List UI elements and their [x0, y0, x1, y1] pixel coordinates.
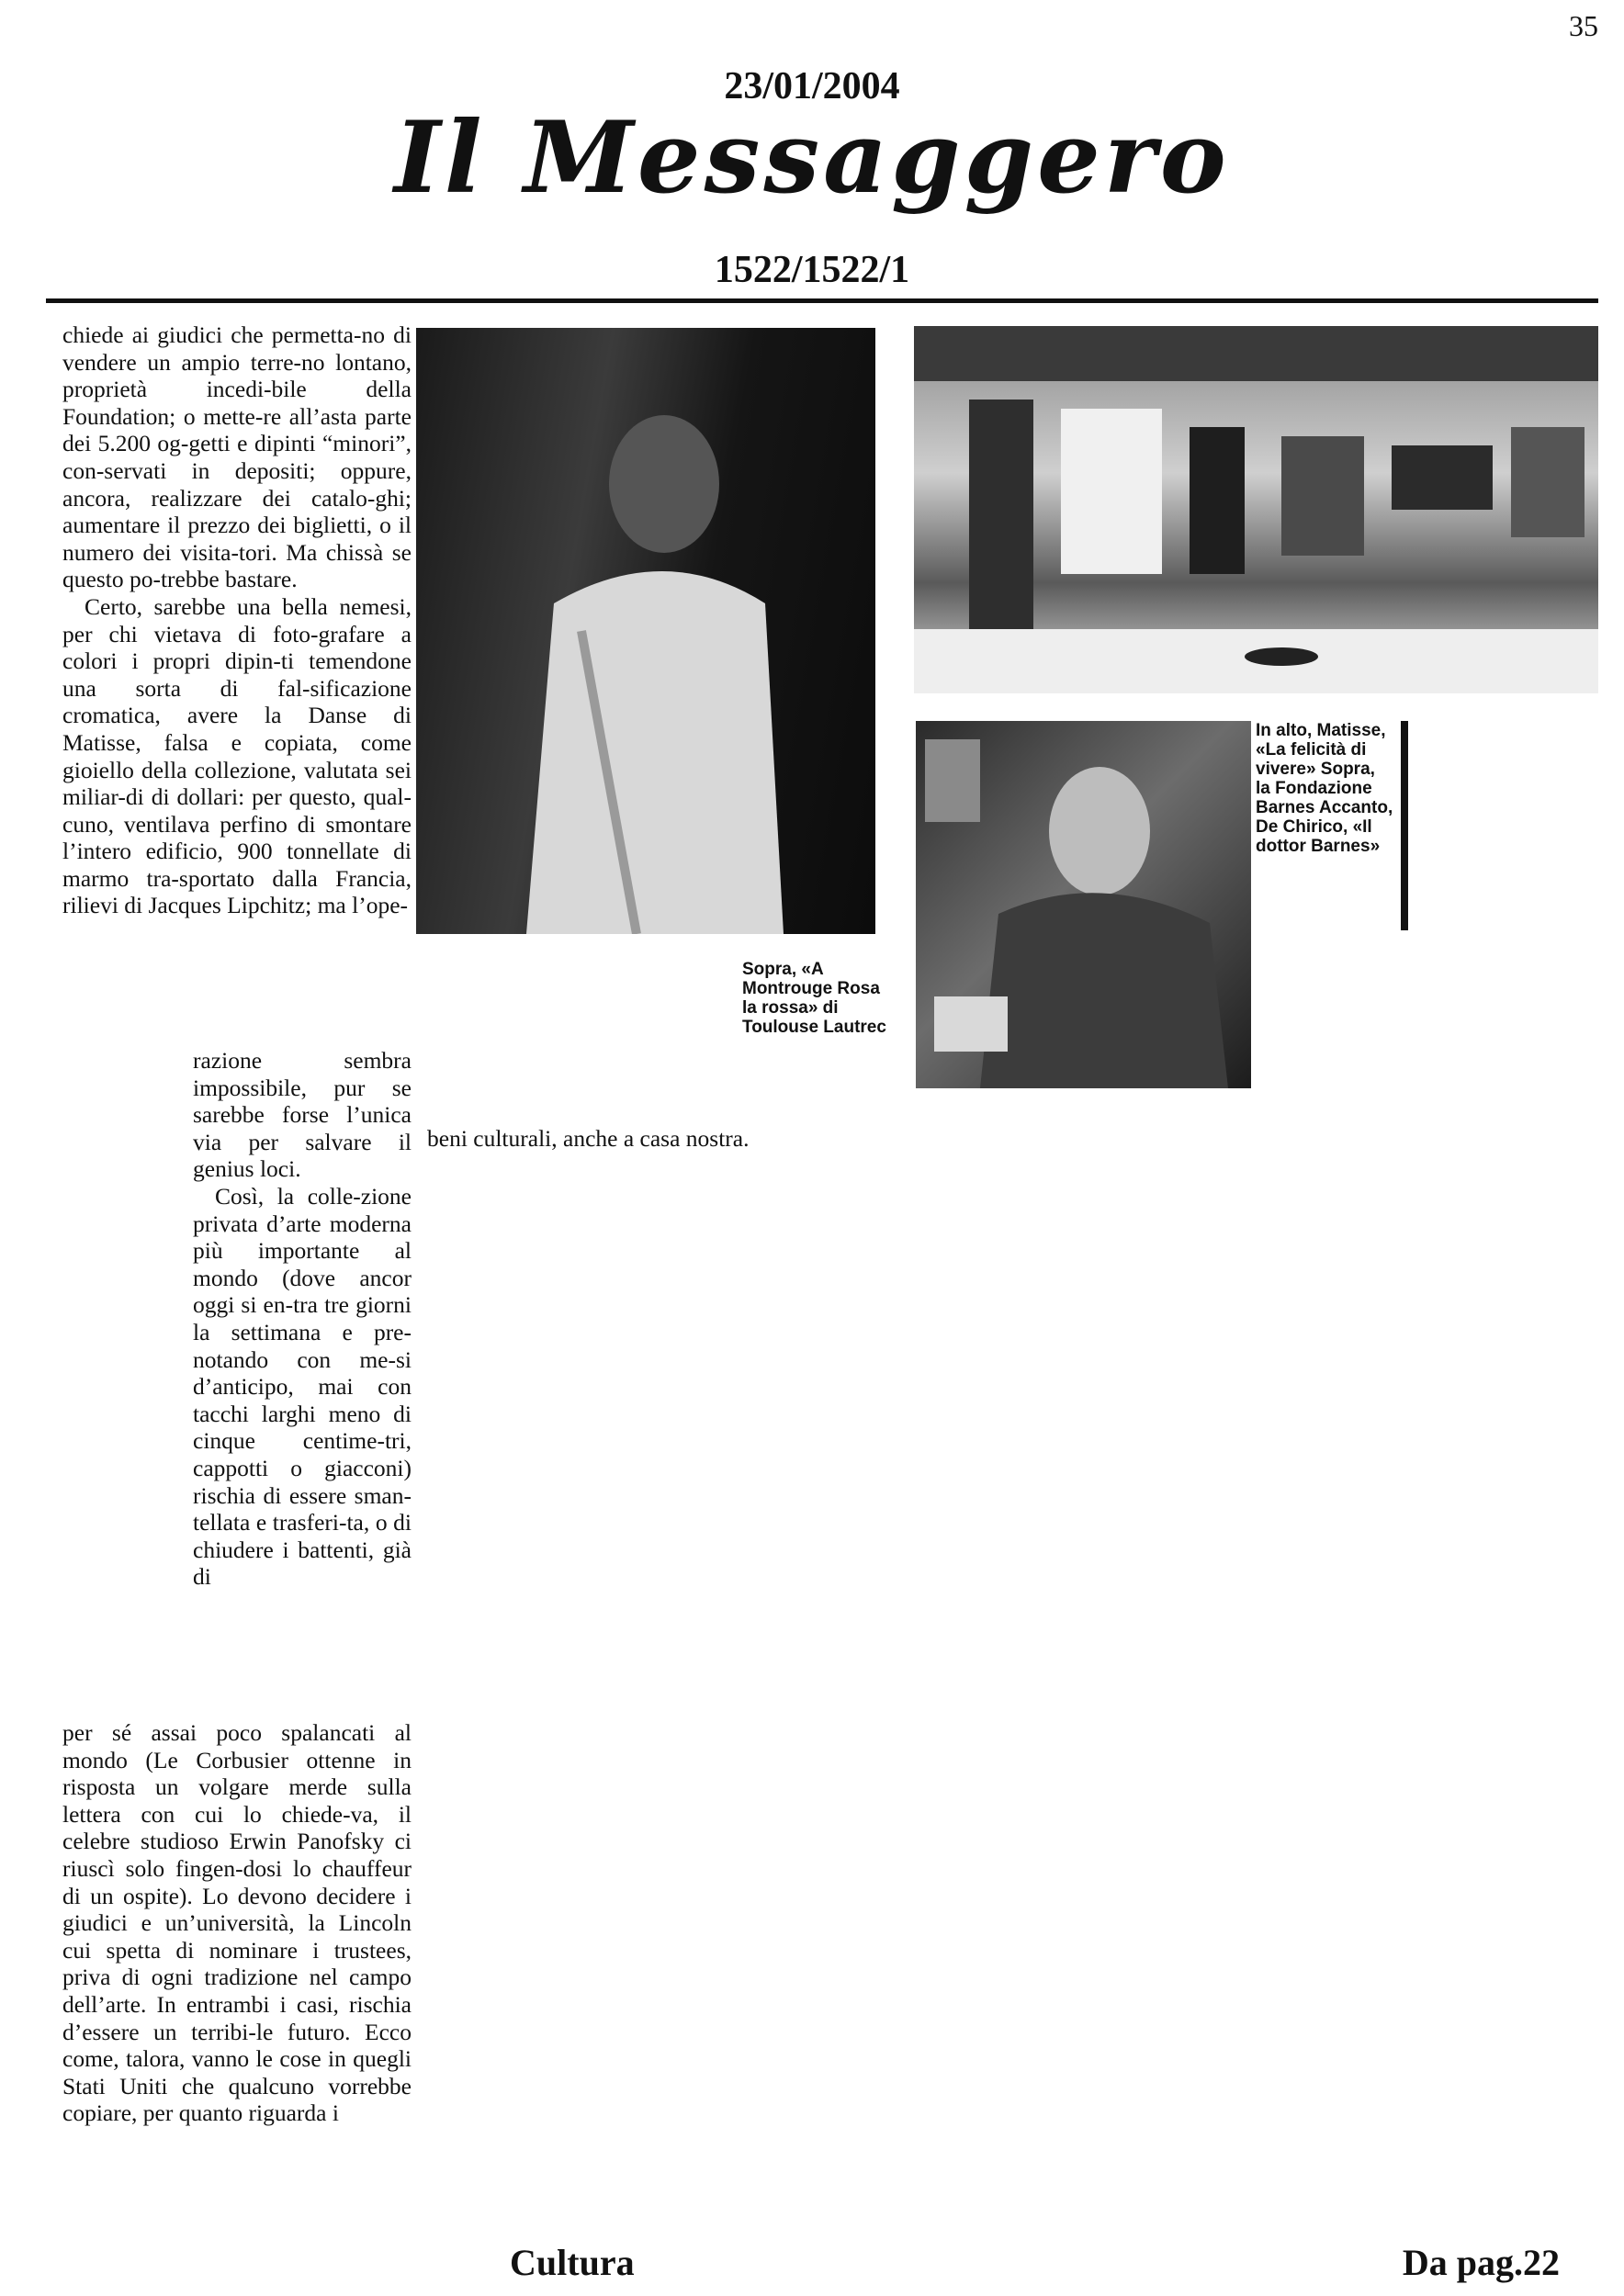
- source-page-label: Da pag.22: [1402, 2242, 1560, 2283]
- article-paragraph: Certo, sarebbe una bella nemesi, per chi vietava di foto-grafare a colori i propri dipin-ti temendone una sorta di fal-sificazione cromatica, avere la Danse di Matisse, falsa e copiata, come gioiello della collezione, valutata sei miliar-di di dollari: per questo, qual-cuno, ventilava perfino di smontare l’intero edificio, 900 tonnellate di marmo tra-sportato dalla Francia, rilievi di Jacques Lipchitz; ma l’ope-: [62, 592, 412, 919]
- caption-rule: [1401, 721, 1408, 930]
- painting-photo-de-chirico: [916, 721, 1251, 1088]
- article-paragraph: chiede ai giudici che permetta-no di vendere un ampio terre-no lontano, proprietà incedi-bile della Foundation; o mette-re all’asta parte dei 5.200 og-getti e dipinti “minori”, con-servati in depositi; oppure, ancora, realizzare dei catalo-ghi; aumentare il prezzo dei biglietti, o il numero dei visita-tori. Ma chissà se questo po-trebbe bastare.: [62, 321, 412, 593]
- gallery-photo-barnes-foundation: [914, 326, 1598, 693]
- newspaper-masthead: Il Messaggero: [394, 100, 1230, 216]
- painting-photo-toulouse-lautrec: [416, 328, 875, 934]
- photo-caption-toulouse-lautrec: Sopra, «A Montrouge Rosa la rossa» di Toulouse Lautrec: [742, 960, 886, 1037]
- header-rule: [46, 298, 1598, 303]
- article-paragraph: beni culturali, anche a casa nostra.: [427, 1125, 750, 1152]
- publication-date: 23/01/2004: [724, 65, 900, 107]
- article-paragraph: per sé assai poco spalancati al mondo (Le Corbusier ottenne in risposta un volgare merde sulla lettera con cui lo chiede-va, il celebre studioso Erwin Panofsky ci riuscì solo fingen-dosi lo chauffeur di un ospite). Lo devono decidere i giudici e un’università, la Lincoln cui spetta di nominare i trustees, priva di ogni tradizione nel campo dell’arte. In entrambi i casi, rischia d’essere un terribi-le futuro. Ecco come, talora, vanno le cose in quegli Stati Uniti che qualcuno vorrebbe copiare, per quanto riguarda i: [62, 1719, 412, 2127]
- article-column-top: [62, 321, 412, 919]
- article-column-narrow: [193, 1047, 412, 1591]
- article-paragraph: razione sembra impossibile, pur se sarebbe forse l’unica via per salvare il genius loci.: [193, 1047, 412, 1183]
- section-label: Cultura: [510, 2242, 635, 2283]
- issue-code: 1522/1522/1: [714, 249, 910, 291]
- article-column-bottom: [62, 1719, 412, 2127]
- photo-caption-barnes: In alto, Matisse, «La felicità di vivere» Sopra, la Fondazione Barnes Accanto, De Chirico, «Il dottor Barnes»: [1256, 721, 1393, 856]
- article-paragraph: Così, la colle-zione privata d’arte moderna più importante al mondo (dove ancor oggi si en-tra tre giorni la settimana e pre-notando con me-si d’anticipo, mai con tacchi larghi meno di cinque centime-tri, cappotti o giacconi) rischia di essere sman-tellata e trasferi-ta, o di chiudere i battenti, già di: [193, 1182, 412, 1591]
- page-number: 35: [1569, 9, 1598, 42]
- article-column-tail: [427, 1125, 753, 1153]
